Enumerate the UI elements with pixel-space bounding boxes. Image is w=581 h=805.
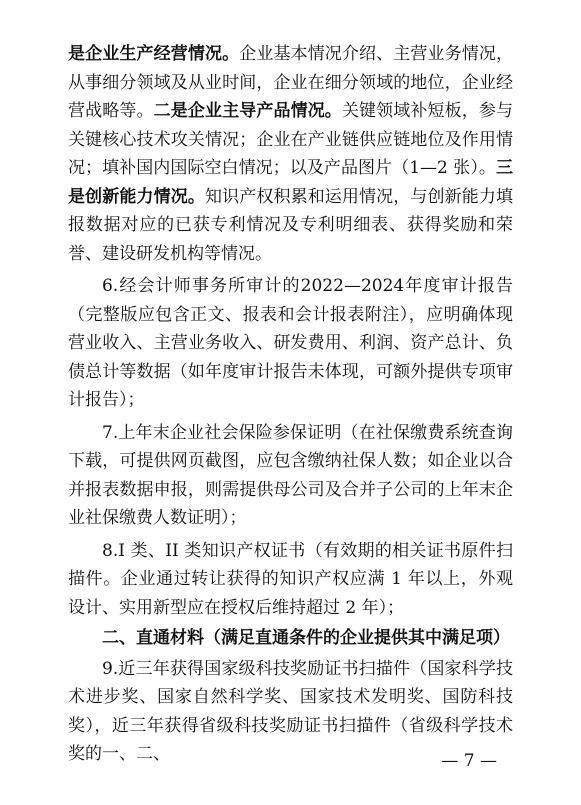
enterprise-operation-text: 企业基本情况介绍、主营业务情况，从事细分领域及从业时间，企业在细分领域的地位，企业经营战略等。 — [68, 44, 514, 121]
section-heading-direct-materials: 二、直通材料（满足直通条件的企业提供其中满足项） — [102, 628, 510, 648]
innovation-heading: 三是创新能力情况。 — [68, 158, 513, 207]
item-8-ip-certificates: 8.I 类、II 类知识产权证书（有效期的相关证书原件扫描件。企业通过转让获得的知识产权应满 1 年以上，外观设计、实用新型应在授权后维持超过 2 年）； — [68, 540, 513, 618]
main-products-heading: 二是企业主导产品情况。 — [153, 101, 342, 121]
innovation-text: 知识产权积累和运用情况，与创新能力填报数据对应的已获专利情况及专利明细表、获得奖励和荣誉、建设研发机构等情况。 — [68, 186, 514, 264]
intro-paragraph — [68, 40, 513, 268]
page-number: — 7 — — [441, 751, 497, 771]
main-products-text: 关键领域补短板，参与关键核心技术攻关情况；企业在产业链供应链地位及作用情况；填补国内国际空白情况；以及产品图片（1—2 张）。 — [68, 101, 514, 178]
item-7-social-insurance: 7.上年末企业社会保险参保证明（在社保缴费系统查询下载，可提供网页截图，应包含缴纳社保人数；如企业以合并报表数据申报，则需提供母公司及合并子公司的上年末企业社保缴费人数证明）； — [68, 422, 513, 528]
enterprise-operation-heading: 是企业生产经营情况。 — [68, 44, 240, 64]
item-6-audit-report: 6.经会计师事务所审计的2022—2024年度审计报告（完整版应包含正文、报表和会计报表附注），应明确体现营业收入、主营业务收入、研发费用、利润、资产总计、负债总计等数据（如年度审计报告未体现，可额外提供专项审计报告）； — [68, 276, 513, 410]
item-9-awards: 9.近三年获得国家级科技奖励证书扫描件（国家科学技术进步奖、国家自然科学奖、国家技术发明奖、国防科技奖），近三年获得省级科技奖励证书扫描件（省级科学技术奖的一、二、 — [68, 658, 513, 764]
